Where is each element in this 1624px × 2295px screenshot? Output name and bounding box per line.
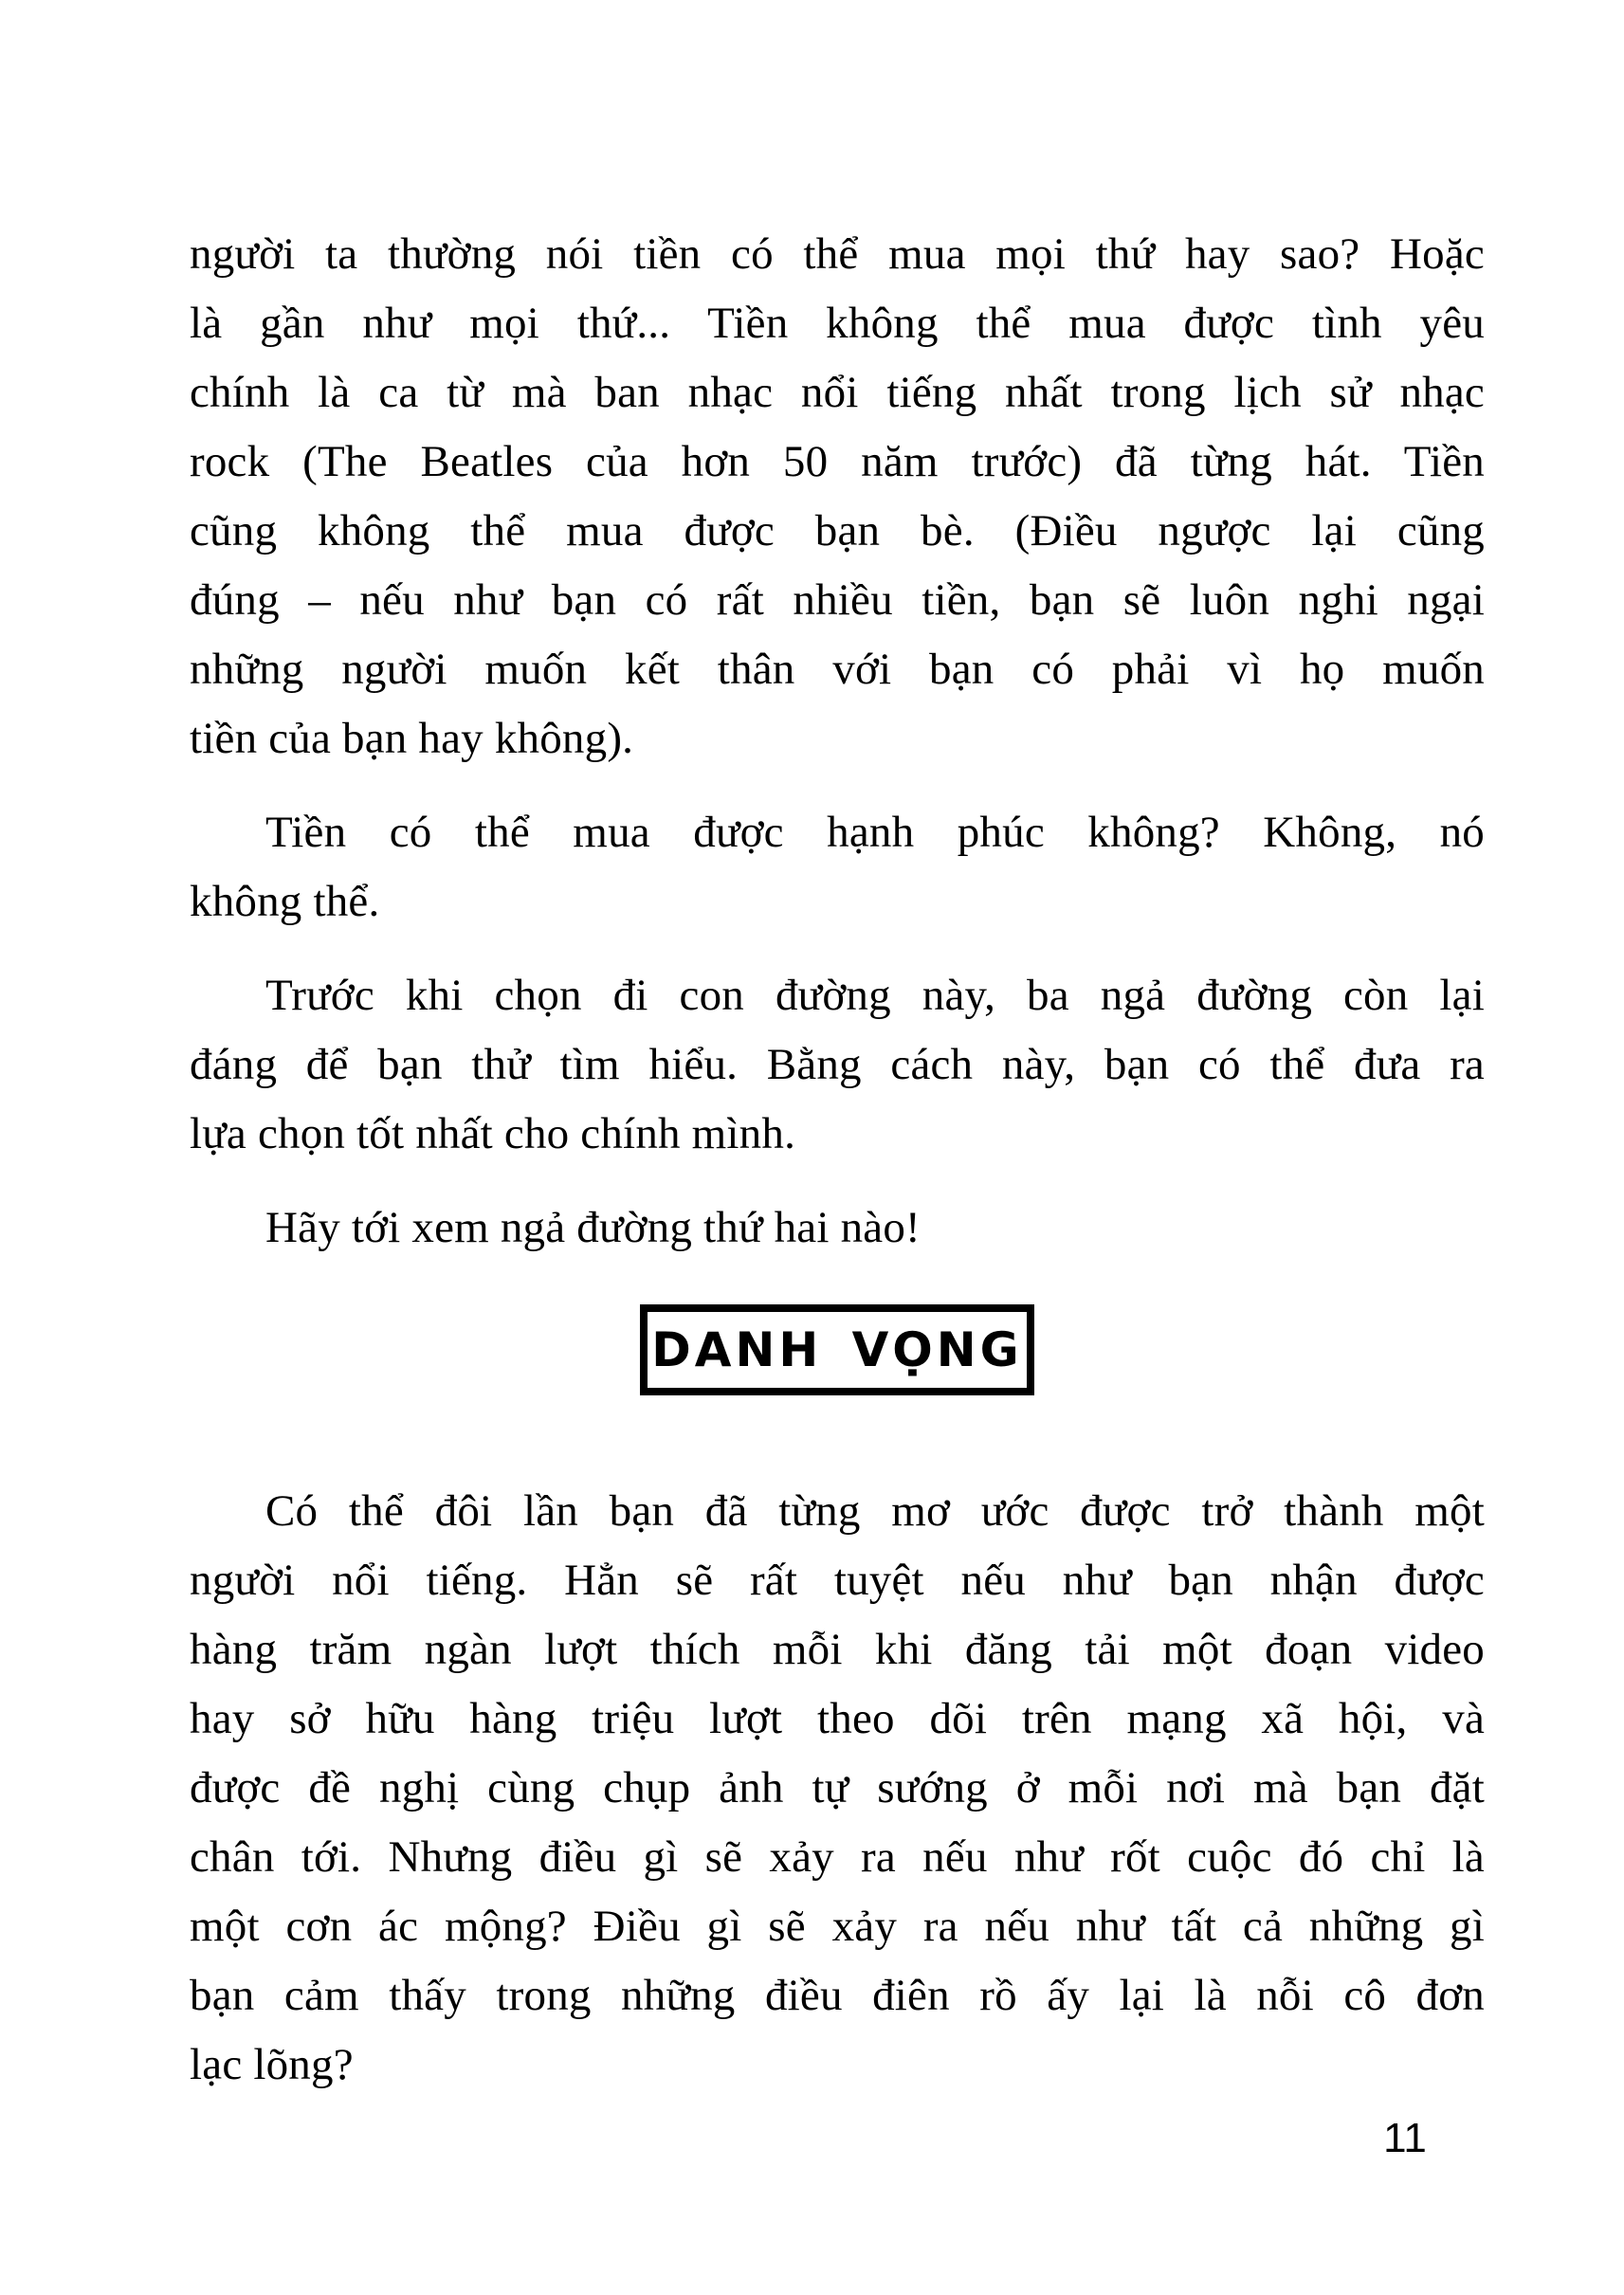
text-line: Có thể đôi lần bạn đã từng mơ ước được trở thành một [265,1486,1485,1536]
text-line: tiền của bạn hay không). [190,714,634,763]
text-line: được đề nghị cùng chụp ảnh tự sướng ở mỗi nơi mà bạn đặt [190,1763,1485,1812]
paragraph [190,1477,1485,2100]
text-line: lạc lõng? [190,2040,354,2089]
text-line: đúng – nếu như bạn có rất nhiều tiền, bạn sẽ luôn nghi ngại [190,575,1485,625]
text-line: rock (The Beatles của hơn 50 năm trước) đã từng hát. Tiền [190,437,1485,486]
text-line: người nổi tiếng. Hẳn sẽ rất tuyệt nếu như bạn nhận được [190,1556,1485,1605]
text-line: là gần như mọi thứ... Tiền không thể mua được tình yêu [190,299,1485,348]
text-line: một cơn ác mộng? Điều gì sẽ xảy ra nếu như tất cả những gì [190,1902,1485,1951]
text-line: Tiền có thể mua được hạnh phúc không? Không, nó [265,808,1485,857]
text-line: chân tới. Nhưng điều gì sẽ xảy ra nếu như rốt cuộc đó chỉ là [190,1832,1485,1882]
text-line: những người muốn kết thân với bạn có phải vì họ muốn [190,645,1485,694]
paragraph [190,961,1485,1169]
text-line: đáng để bạn thử tìm hiểu. Bằng cách này, bạn có thể đưa ra [190,1040,1485,1089]
text-line: chính là ca từ mà ban nhạc nổi tiếng nhất trong lịch sử nhạc [190,368,1485,417]
page-number: 11 [1383,2115,1427,2161]
text-line: bạn cảm thấy trong những điều điên rồ ấy lại là nỗi cô đơn [190,1971,1485,2020]
text-line: người ta thường nói tiền có thể mua mọi thứ hay sao? Hoặc [190,229,1485,279]
paragraph [190,798,1485,937]
text-line: cũng không thể mua được bạn bè. (Điều ngược lại cũng [190,506,1485,556]
text-line: hay sở hữu hàng triệu lượt theo dõi trên mạng xã hội, và [190,1694,1485,1743]
text-line: lựa chọn tốt nhất cho chính mình. [190,1109,796,1158]
section-heading-box [640,1304,1034,1395]
text-line: Hãy tới xem ngả đường thứ hai nào! [265,1203,921,1252]
paragraphs-before-heading [190,220,1485,1263]
text-line: không thể. [190,877,380,926]
paragraph [190,220,1485,774]
text-line: hàng trăm ngàn lượt thích mỗi khi đăng tải một đoạn video [190,1625,1485,1674]
paragraphs-after-heading [190,1477,1485,2100]
body-text [190,220,1485,2100]
section-heading: DANH VỌNG [651,1322,1023,1377]
paragraph [190,1193,1485,1263]
text-line: Trước khi chọn đi con đường này, ba ngả đường còn lại [265,971,1485,1020]
